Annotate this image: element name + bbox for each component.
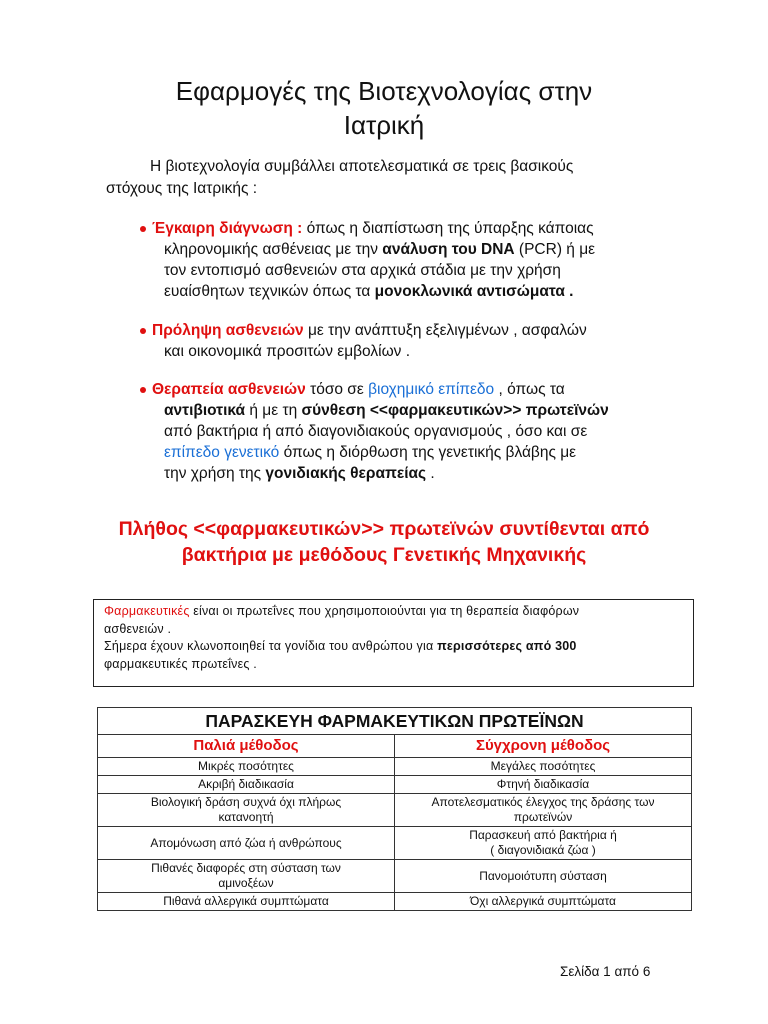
table-row <box>98 758 692 776</box>
bullet-highlight: επίπεδο γενετικό <box>164 444 280 461</box>
info-box-text: Σήμερα έχουν κλωνοποιηθεί τα γονίδια του ανθρώπου για <box>104 639 438 653</box>
info-box-text: φαρμακευτικές πρωτεΐνες . <box>104 656 257 671</box>
bullet-emphasis: σύνθεση <<φαρμακευτικών>> πρωτεϊνών <box>301 402 609 419</box>
info-box-emphasis: περισσότερες από 300 <box>437 639 577 653</box>
column-header-new: Σύγχρονη μέθοδος <box>395 735 692 758</box>
bullet-highlight: βιοχημικό επίπεδο <box>368 381 495 398</box>
cell-old <box>98 758 395 776</box>
bullet-text: , όπως τα <box>494 381 565 398</box>
subtitle-line-1: Πλήθος <<φαρμακευτικών>> πρωτεϊνών συντίθενται από <box>118 518 650 540</box>
cell-new <box>395 776 692 794</box>
info-box-text: ασθενειών . <box>104 621 172 636</box>
bullet-dot-icon <box>140 387 146 393</box>
bullet-text: όπως η διόρθωση της γενετικής βλάβης με <box>279 444 577 461</box>
bullet-text: . <box>426 465 435 482</box>
bullet-text: ευαίσθητων τεχνικών όπως τα <box>164 283 375 300</box>
cell-text: Βιολογική δράση συχνά όχι πλήρως <box>150 795 342 809</box>
intro-paragraph <box>106 156 666 200</box>
cell-old <box>98 794 395 827</box>
info-box-term: Φαρμακευτικές <box>104 604 190 618</box>
cell-new <box>395 860 692 893</box>
bullet-diagnosis <box>140 218 696 302</box>
bullet-text: από βακτήρια ή από διαγονιδιακούς οργανισμούς , όσο και σε <box>164 423 588 440</box>
bullet-emphasis: ανάλυση του DNA <box>382 241 515 258</box>
bullet-dot-icon <box>140 328 146 334</box>
bullet-text: και οικονομικά προσιτών εμβολίων . <box>164 343 411 360</box>
bullet-heading: Θεραπεία ασθενειών <box>152 381 306 398</box>
cell-old <box>98 827 395 860</box>
cell-text: κατανοητή <box>218 810 274 824</box>
table-row <box>98 827 692 860</box>
bullet-heading: Έγκαιρη διάγνωση : <box>152 220 303 237</box>
bullet-text: κληρονομικής ασθένειας με την <box>164 241 383 258</box>
cell-old <box>98 860 395 893</box>
intro-line-1: Η βιοτεχνολογία συμβάλλει αποτελεσματικά σε τρεις βασικούς <box>150 158 574 175</box>
bullet-text: με την ανάπτυξη εξελιγμένων , ασφαλών <box>303 322 587 339</box>
cell-text: Πιθανά αλλεργικά συμπτώματα <box>163 894 329 908</box>
cell-text: Ακριβή διαδικασία <box>198 777 294 791</box>
cell-old <box>98 893 395 911</box>
bullet-text: τον εντοπισμό ασθενειών στα αρχικά στάδια με την χρήση <box>164 262 561 279</box>
cell-text: πρωτεϊνών <box>513 810 573 824</box>
bullet-text: ή με τη <box>245 402 302 419</box>
section-subtitle <box>80 516 688 568</box>
cell-new <box>395 827 692 860</box>
bullet-dot-icon <box>140 226 146 232</box>
cell-old <box>98 776 395 794</box>
table-row <box>98 893 692 911</box>
page-footer: Σελίδα 1 από 6 <box>560 964 651 979</box>
cell-text: Πιθανές διαφορές στη σύσταση των <box>151 861 341 875</box>
table-row <box>98 794 692 827</box>
cell-text: Απομόνωση από ζώα ή ανθρώπους <box>150 835 342 850</box>
bullet-text: (PCR) ή με <box>514 241 596 258</box>
bullet-text: την χρήση της <box>164 465 266 482</box>
bullet-heading: Πρόληψη ασθενειών <box>152 322 304 339</box>
cell-text: Φτηνή διαδικασία <box>496 777 590 791</box>
table-row <box>98 860 692 893</box>
cell-text: Όχι αλλεργικά συμπτώματα <box>470 894 616 908</box>
cell-new <box>395 794 692 827</box>
info-box <box>93 599 694 687</box>
bullet-therapy <box>140 379 696 484</box>
title-line-1: Εφαρμογές της Βιοτεχνολογίας στην <box>175 76 593 106</box>
table-row <box>98 776 692 794</box>
cell-text: Πανομοιότυπη σύσταση <box>479 868 607 883</box>
bullet-text: τόσο σε <box>305 381 369 398</box>
table-heading: ΠΑΡΑΣΚΕΥΗ ΦΑΡΜΑΚΕΥΤΙΚΩΝ ΠΡΩΤΕΪΝΩΝ <box>98 708 692 735</box>
cell-text: Μεγάλες ποσότητες <box>490 759 596 773</box>
bullet-prevention <box>140 320 696 362</box>
bullet-emphasis: αντιβιοτικά <box>164 402 246 419</box>
bullet-emphasis: γονιδιακής θεραπείας <box>265 465 427 482</box>
page-title <box>60 74 708 142</box>
intro-line-2: στόχους της Ιατρικής : <box>106 180 258 197</box>
cell-new <box>395 758 692 776</box>
cell-text: Αποτελεσματικός έλεγχος της δράσης των <box>431 795 655 809</box>
cell-new <box>395 893 692 911</box>
comparison-table <box>97 707 692 911</box>
bullet-emphasis: μονοκλωνικά αντισώματα . <box>374 283 574 300</box>
subtitle-line-2: βακτήρια με μεθόδους Γενετικής Μηχανικής <box>181 544 587 566</box>
title-line-2: Ιατρική <box>343 110 425 140</box>
bullet-text: όπως η διαπίστωση της ύπαρξης κάποιας <box>302 220 594 237</box>
cell-text: Μικρές ποσότητες <box>198 759 294 773</box>
column-header-old: Παλιά μέθοδος <box>98 735 395 758</box>
cell-text: Παρασκευή από βακτήρια ή <box>469 828 617 842</box>
info-box-text: είναι οι πρωτεΐνες που χρησιμοποιούνται για τη θεραπεία διαφόρων <box>189 604 580 618</box>
cell-text: ( διαγονιδιακά ζώα ) <box>490 843 596 857</box>
cell-text: αμινοξέων <box>218 876 274 890</box>
